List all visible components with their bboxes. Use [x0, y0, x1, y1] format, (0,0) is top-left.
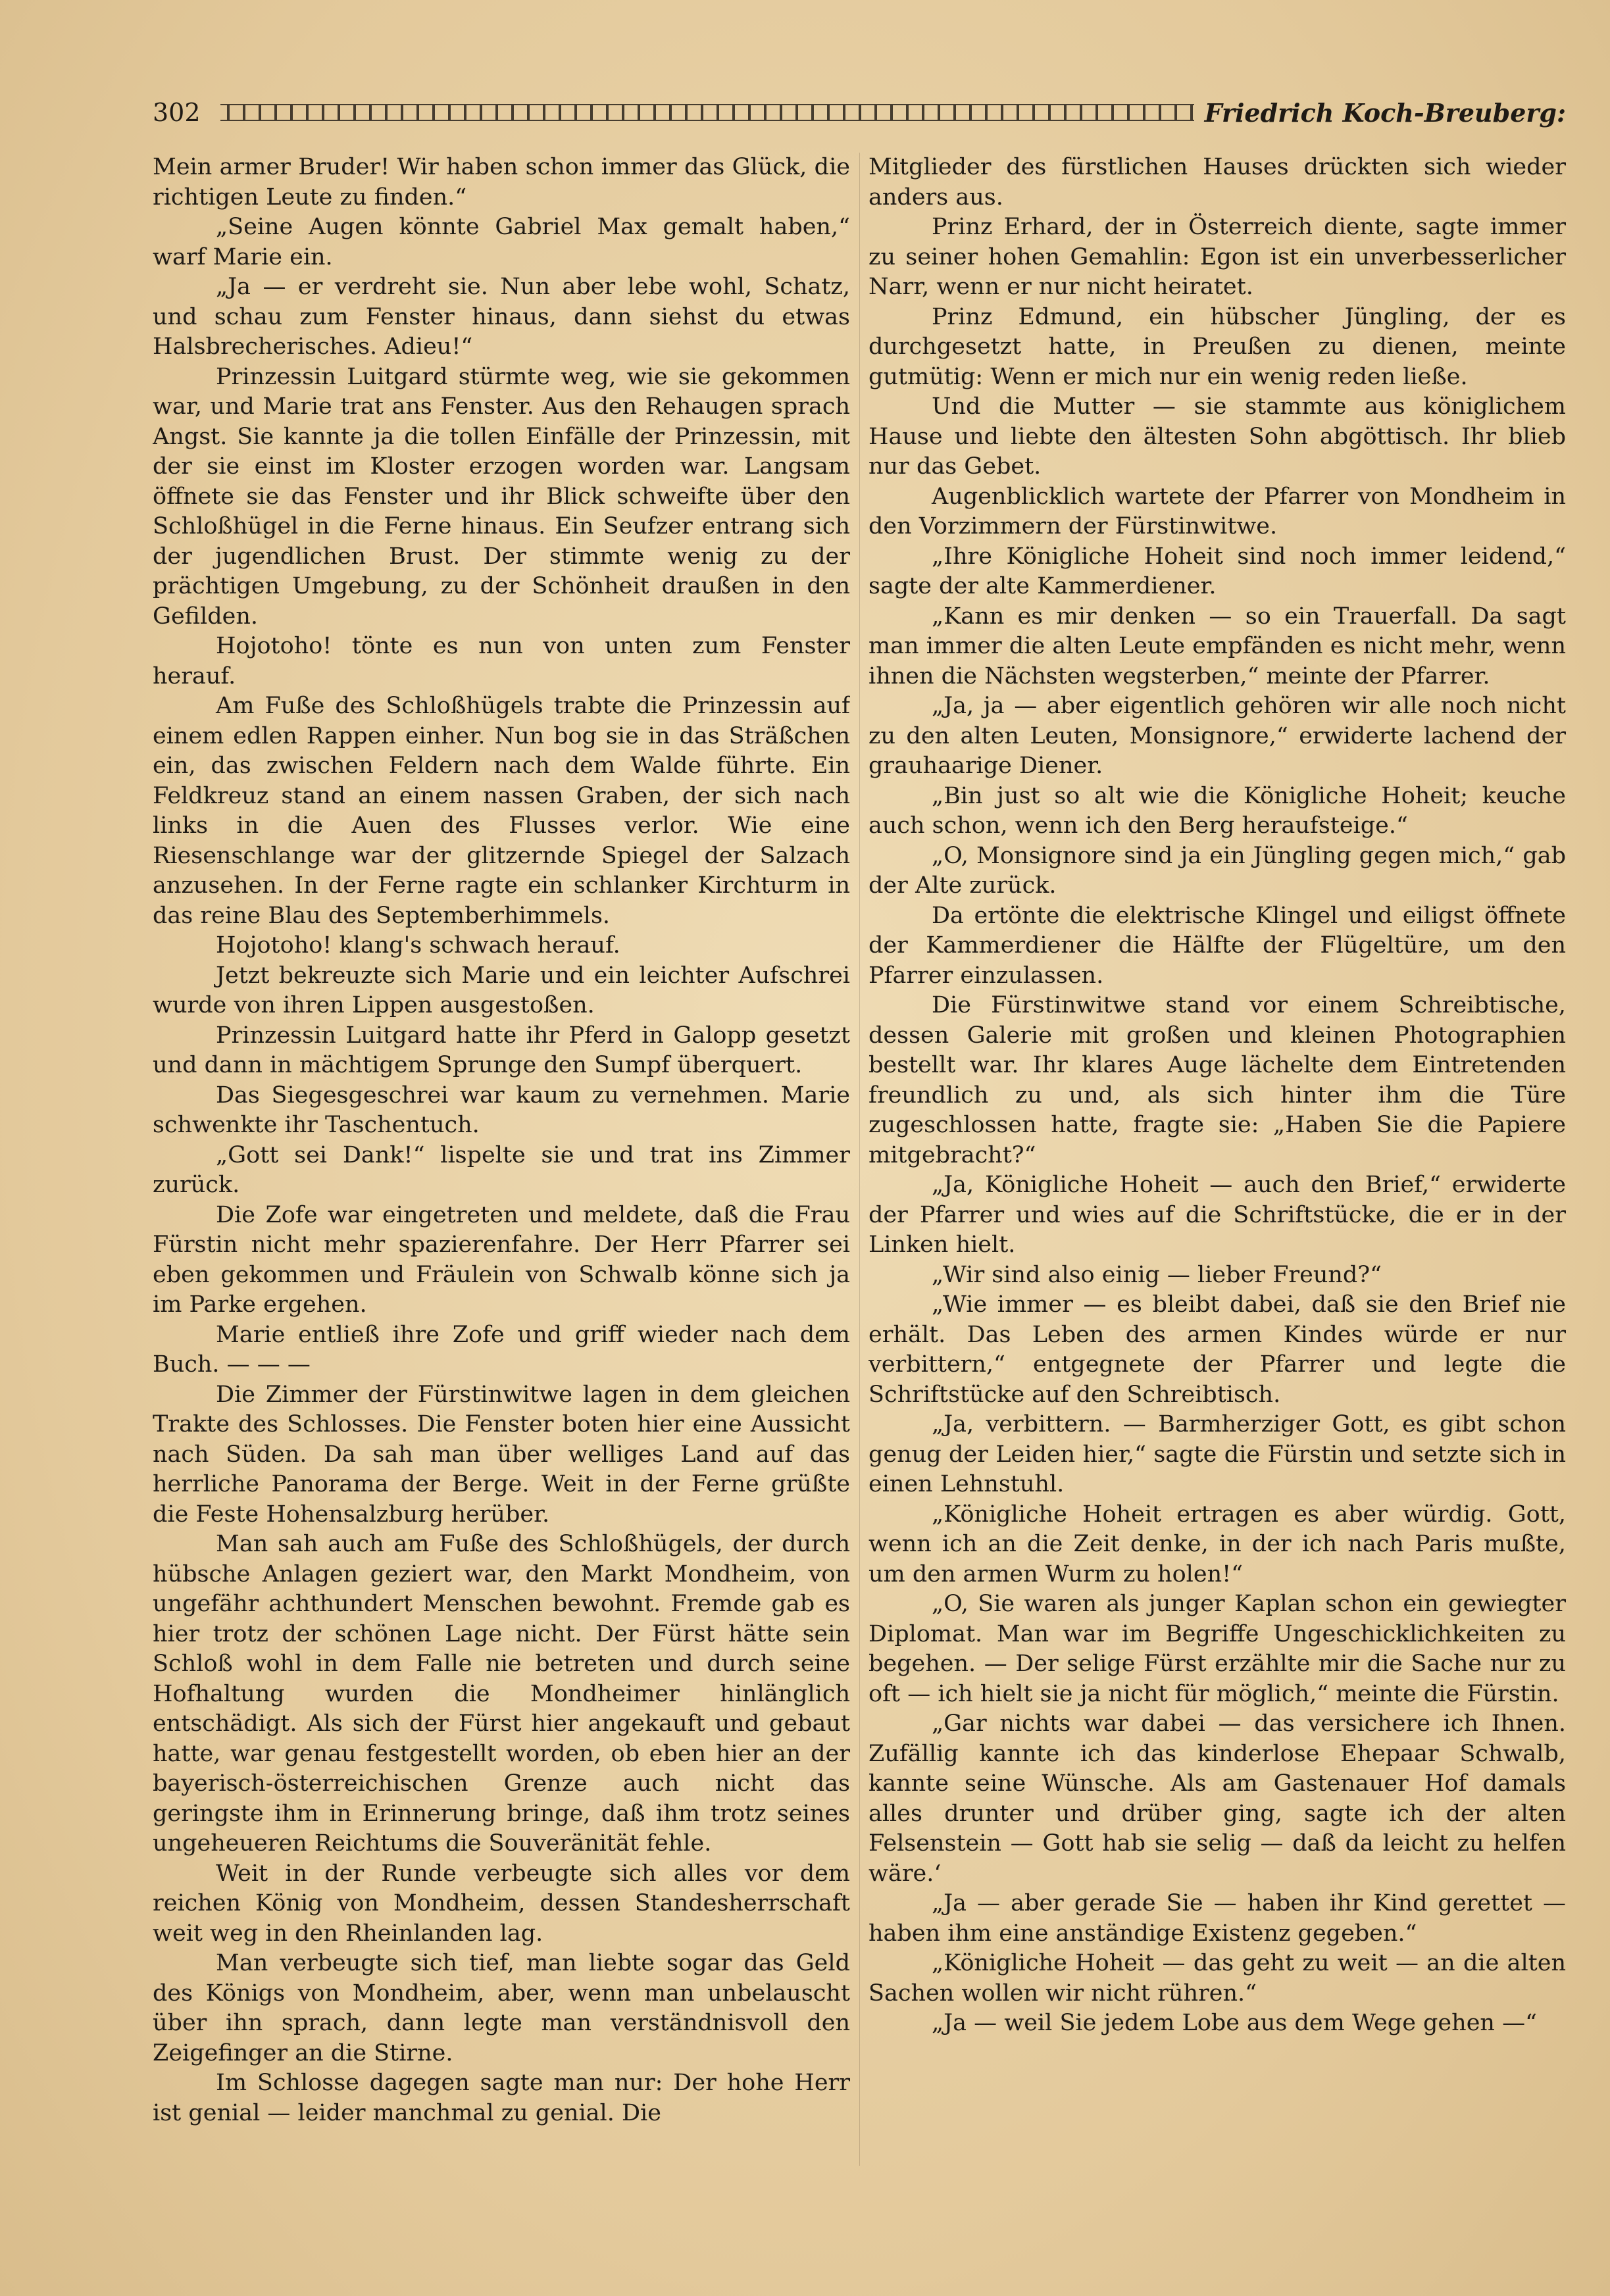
- paragraph: „Ja — weil Sie jedem Lobe aus dem Wege gehen —“: [932, 2010, 1537, 2036]
- paragraph: „Kann es mir denken — so ein Trauerfall. Da sagt man immer die alten Leute empfänden es nicht mehr, wenn ihnen die Nächsten wegsterben,“ meinte der Pfarrer.: [868, 603, 1566, 689]
- paragraph: Hojotoho! tönte es nun von unten zum Fenster herauf.: [153, 633, 850, 689]
- running-title: Friedrich Koch-Breuberg:: [1204, 97, 1566, 128]
- paragraph: Prinz Erhard, der in Österreich diente, sagte immer zu seiner hohen Gemahlin: Egon ist ein unverbesserlicher Narr, wenn er nur nicht heiratet.: [868, 214, 1566, 300]
- paragraph: Mein armer Bruder! Wir haben schon immer das Glück, die richtigen Leute zu finden.“: [153, 154, 850, 211]
- paragraph: Prinzessin Luitgard hatte ihr Pferd in Galopp gesetzt und dann in mächtigem Sprunge den Sumpf überquert.: [153, 1022, 850, 1078]
- paragraph: „Königliche Hoheit — das geht zu weit — an die alten Sachen wollen wir nicht rühren.“: [868, 1950, 1566, 2007]
- paragraph: „Wir sind also einig — lieber Freund?“: [932, 1261, 1382, 1288]
- paragraph: Weit in der Runde verbeugte sich alles vor dem reichen König von Mondheim, dessen Standesherrschaft weit weg in den Rheinlanden lag.: [153, 1860, 850, 1947]
- paragraph: „Seine Augen könnte Gabriel Max gemalt haben,“ warf Marie ein.: [153, 214, 850, 270]
- paragraph: „Ja — er verdreht sie. Nun aber lebe wohl, Schatz, und schau zum Fenster hinaus, dann siehst du etwas Halsbrecherisches. Adieu!“: [153, 274, 850, 360]
- page-number: 302: [153, 98, 201, 127]
- paragraph: „O, Sie waren als junger Kaplan schon ein gewiegter Diplomat. Man war im Begriffe Ungeschicklichkeiten zu begehen. — Der selige Fürst erzählte mir die Sache nur zu oft — ich hielt sie ja nicht für möglich,“ meinte die Fürstin.: [868, 1591, 1566, 1707]
- paragraph: Die Fürstinwitwe stand vor einem Schreibtische, dessen Galerie mit großen und kleinen Photographien bestellt war. Ihr klares Auge lächelte dem Eintretenden freundlich zu und, als sich hinter ihm die Türe zugeschlossen hatte, fragte sie: „Haben Sie die Papiere mitgebracht?“: [868, 992, 1566, 1168]
- paragraph: „Ja, ja — aber eigentlich gehören wir alle noch nicht zu den alten Leuten, Monsignore,“ erwiderte lachend der grauhaarige Diener.: [868, 693, 1566, 779]
- paragraph: Hojotoho! klang's schwach herauf.: [216, 932, 620, 959]
- paragraph: Augenblicklich wartete der Pfarrer von Mondheim in den Vorzimmern der Fürstinwitwe.: [868, 483, 1566, 539]
- paragraph: Die Zofe war eingetreten und meldete, daß die Frau Fürstin nicht mehr spazierenfahre. Der Herr Pfarrer sei eben gekommen und Fräulein von Schwalb könne sich ja im Parke ergehen.: [153, 1201, 850, 1318]
- paragraph: „Ja, Königliche Hoheit — auch den Brief,“ erwiderte der Pfarrer und wies auf die Schriftstücke, die er in der Linken hielt.: [868, 1172, 1566, 1258]
- paragraph: Man verbeugte sich tief, man liebte sogar das Geld des Königs von Mondheim, aber, wenn man unbelauscht über ihn sprach, dann legte man verständnisvoll den Zeigefinger an die Stirne.: [153, 1950, 850, 2066]
- paragraph: „Gar nichts war dabei — das versichere ich Ihnen. Zufällig kannte ich das kinderlose Ehepaar Schwalb, kannte seine Wünsche. Als am Gastenauer Hof damals alles drunter und drüber ging, sagte ich der alten Felsenstein — Gott hab sie selig — daß da leicht zu helfen wäre.‘: [868, 1710, 1566, 1887]
- paragraph: Prinz Edmund, ein hübscher Jüngling, der es durchgesetzt hatte, in Preußen zu dienen, meinte gutmütig: Wenn er mich nur ein wenig reden ließe.: [868, 303, 1566, 390]
- left-column: [153, 153, 850, 2258]
- paragraph: „Ja — aber gerade Sie — haben ihr Kind gerettet — haben ihm eine anständige Existenz gegeben.“: [868, 1890, 1566, 1947]
- paragraph: „Gott sei Dank!“ lispelte sie und trat ins Zimmer zurück.: [153, 1141, 850, 1198]
- paragraph: „Bin just so alt wie die Königliche Hoheit; keuche auch schon, wenn ich den Berg heraufsteige.“: [868, 782, 1566, 839]
- paragraph: Man sah auch am Fuße des Schloßhügels, der durch hübsche Anlagen geziert war, den Markt Mondheim, von ungefähr achthundert Menschen bewohnt. Fremde gab es hier trotz der schönen Lage nicht. Der Fürst hätte sein Schloß wohl in dem Falle nie betreten und durch seine Hofhaltung wurden die Mondheimer hinlänglich entschädigt. Als sich der Fürst hier angekauft und gebaut hatte, war genau festgestellt worden, ob eben hier an der bayerisch-österreichischen Grenze auch nicht das geringste ihm in Erinnerung bringe, daß ihm trotz seines ungeheueren Reichtums die Souveränität fehle.: [153, 1531, 850, 1857]
- paragraph: „Königliche Hoheit ertragen es aber würdig. Gott, wenn ich an die Zeit denke, in der ich nach Paris mußte, um den armen Wurm zu holen!“: [868, 1501, 1566, 1587]
- paragraph: Mitglieder des fürstlichen Hauses drückten sich wieder anders aus.: [868, 154, 1566, 211]
- paragraph: „Ja, verbittern. — Barmherziger Gott, es gibt schon genug der Leiden hier,“ sagte die Fürstin und setzte sich in einen Lehnstuhl.: [868, 1411, 1566, 1497]
- paragraph: „Wie immer — es bleibt dabei, daß sie den Brief nie erhält. Das Leben des armen Kindes würde er nur verbittern,“ entgegnete der Pfarrer und legte die Schriftstücke auf den Schreibtisch.: [868, 1291, 1566, 1408]
- header-ornament: [220, 104, 1194, 121]
- paragraph: Jetzt bekreuzte sich Marie und ein leichter Aufschrei wurde von ihren Lippen ausgestoßen.: [153, 962, 850, 1018]
- paragraph: Da ertönte die elektrische Klingel und eiligst öffnete der Kammerdiener die Hälfte der Flügeltüre, um den Pfarrer einzulassen.: [868, 902, 1566, 989]
- paragraph: Die Zimmer der Fürstinwitwe lagen in dem gleichen Trakte des Schlosses. Die Fenster boten hier eine Aussicht nach Süden. Da sah man über welliges Land auf das herrliche Panorama der Berge. Weit in der Ferne grüßte die Feste Hohensalzburg herüber.: [153, 1381, 850, 1528]
- paragraph: „Ihre Königliche Hoheit sind noch immer leidend,“ sagte der alte Kammerdiener.: [868, 543, 1566, 599]
- paragraph: „O, Monsignore sind ja ein Jüngling gegen mich,“ gab der Alte zurück.: [868, 842, 1566, 899]
- paragraph: Prinzessin Luitgard stürmte weg, wie sie gekommen war, und Marie trat ans Fenster. Aus den Rehaugen sprach Angst. Sie kannte ja die tollen Einfälle der Prinzessin, mit der sie einst im Kloster erzogen worden war. Langsam öffnete sie das Fenster und ihr Blick schweifte über den Schloßhügel in die Ferne hinaus. Ein Seufzer entrang sich der jugendlichen Brust. Der stimmte wenig zu der prächtigen Umgebung, zu der Schönheit draußen in den Gefilden.: [153, 363, 850, 630]
- page-header: [153, 92, 1566, 133]
- paragraph: Im Schlosse dagegen sagte man nur: Der hohe Herr ist genial — leider manchmal zu genial. Die: [153, 2070, 850, 2126]
- paragraph: Am Fuße des Schloßhügels trabte die Prinzessin auf einem edlen Rappen einher. Nun bog sie in das Sträßchen ein, das zwischen Feldern nach dem Walde führte. Ein Feldkreuz stand an einem nassen Graben, der sich nach links in die Auen des Flusses verlor. Wie eine Riesenschlange war der glitzernde Spiegel der Salzach anzusehen. In der Ferne ragte ein schlanker Kirchturm in das reine Blau des Septemberhimmels.: [153, 693, 850, 929]
- paragraph: Das Siegesgeschrei war kaum zu vernehmen. Marie schwenkte ihr Taschentuch.: [153, 1082, 850, 1138]
- paragraph: Und die Mutter — sie stammte aus königlichem Hause und liebte den ältesten Sohn abgöttisch. Ihr blieb nur das Gebet.: [868, 393, 1566, 480]
- paragraph: Marie entließ ihre Zofe und griff wieder nach dem Buch. — — —: [153, 1321, 850, 1378]
- text-columns: [153, 153, 1566, 2258]
- right-column: [868, 153, 1566, 2258]
